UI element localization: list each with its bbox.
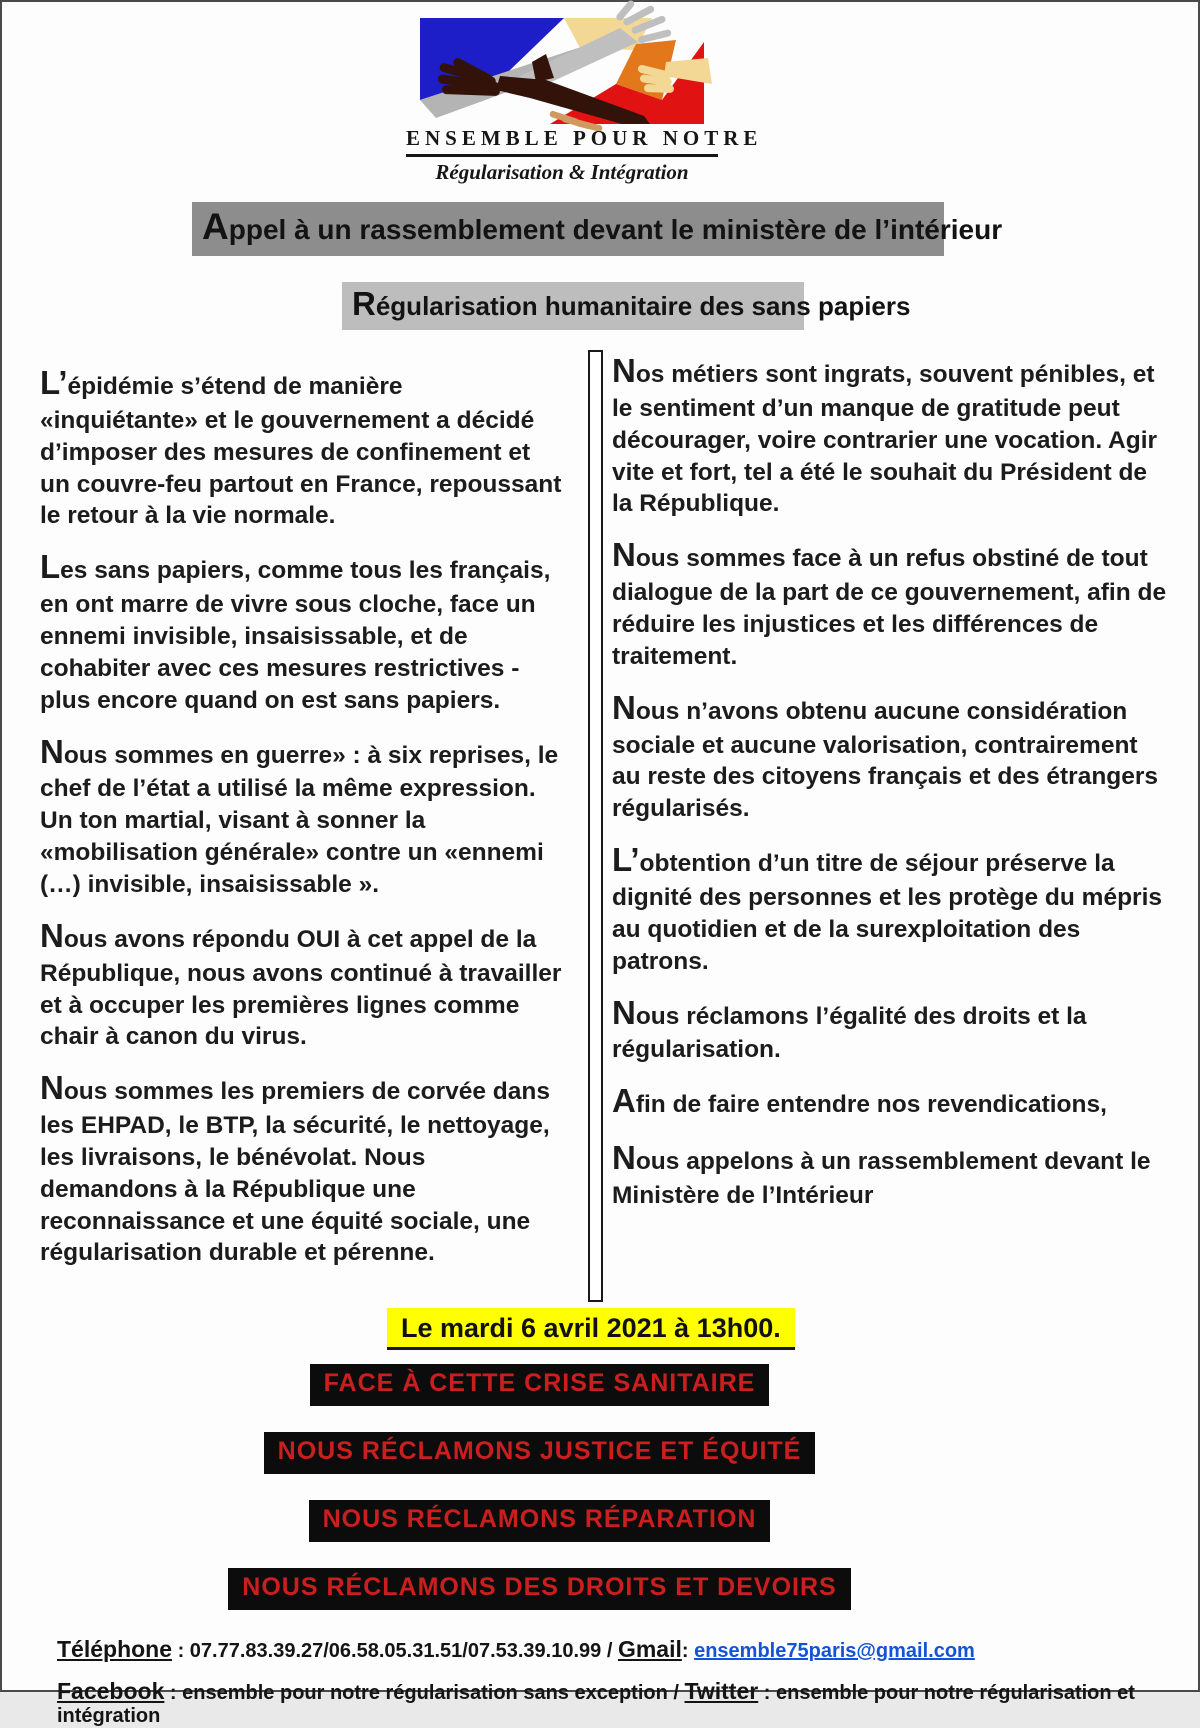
org-name: ENSEMBLE POUR NOTRE xyxy=(406,126,718,157)
slogan-justice-equite: NOUS RÉCLAMONS JUSTICE ET ÉQUITÉ xyxy=(264,1432,816,1474)
twitter-label: Twitter xyxy=(684,1678,759,1704)
slogan-droits-devoirs: NOUS RÉCLAMONS DES DROITS ET DEVOIRS xyxy=(228,1568,850,1610)
paragraph: Nous sommes les premiers de corvée dans les EHPAD, le BTP, la sécurité, le nettoyage, les livraisons, le bénévolat. Nous demandons à la République une reconnaissance et une équité sociale, une régularisation durable et pérenne. xyxy=(40,1069,550,1267)
paragraph: Nous réclamons l’égalité des droits et la régularisation. xyxy=(612,993,1087,1064)
twitter-value: : ensemble pour notre régularisation et intégration xyxy=(57,1682,1135,1727)
paragraph: Afin de faire entendre nos revendications, xyxy=(612,1082,1107,1120)
subtitle-banner: Régularisation humanitaire des sans papiers xyxy=(342,282,804,330)
phone-numbers: : 07.77.83.39.27/06.58.05.31.51/07.53.39.10.99 / xyxy=(172,1640,618,1662)
gmail-separator: : xyxy=(681,1640,695,1662)
paragraph: Nous sommes face à un refus obstiné de tout dialogue de la part de ce gouvernement, afin de réduire les injustices et les différences de traitement. xyxy=(612,536,1167,670)
slogan-reparation: NOUS RÉCLAMONS RÉPARATION xyxy=(309,1500,771,1542)
gmail-label: Gmail xyxy=(617,1636,682,1662)
paragraph: Nous sommes en guerre» : à six reprises, le chef de l’état a utilisé la même expression. Un ton martial, visant à sonner la «mobilisation générale» contre un «ennemi (…) invisible, insaisissable ». xyxy=(40,732,559,898)
org-logo xyxy=(406,14,763,185)
contact-footer xyxy=(57,1636,1198,1728)
right-column xyxy=(612,350,1170,1226)
logo-hands-graphic xyxy=(412,14,712,126)
paragraph: Nous avons répondu OUI à cet appel de la République, nous avons continué à travailler et à occuper les premières lignes comme chair à canon du virus. xyxy=(40,916,562,1051)
body-columns xyxy=(40,350,1170,1302)
phone-gmail-line xyxy=(57,1636,1198,1663)
gmail-address-link[interactable]: ensemble75paris@gmail.com xyxy=(694,1640,975,1662)
paragraph: Nous appelons à un rassemblement devant le Ministère de l’Intérieur xyxy=(612,1139,1151,1210)
phone-label: Téléphone xyxy=(57,1636,173,1662)
paragraph: Nos métiers sont ingrats, souvent pénibles, et le sentiment d’un manque de gratitude peut décourager, voire contrarier une vocation. Agir vite et fort, tel a été le souhait du Président de la République. xyxy=(612,352,1158,518)
org-tagline: Régularisation & Intégration xyxy=(435,160,689,184)
paragraph: L’épidémie s’étend de manière «inquiétante» et le gouvernement a décidé d’imposer des mesures de confinement et un couvre-feu partout en France, repoussant le retour à la vie normale. xyxy=(40,364,562,530)
slogan-crise-sanitaire: FACE À CETTE CRISE SANITAIRE xyxy=(310,1364,770,1406)
facebook-value: : ensemble pour notre régularisation sans exception / xyxy=(164,1682,685,1704)
paragraph: Nous n’avons obtenu aucune considération sociale et aucune valorisation, contrairement au reste des citoyens français et des étrangers régularisés. xyxy=(612,688,1159,823)
facebook-twitter-line xyxy=(57,1678,1198,1728)
facebook-label: Facebook xyxy=(57,1678,165,1704)
paragraph: L’obtention d’un titre de séjour préserve la dignité des personnes et les protège du mépris au quotidien et de la surexploitation des patrons. xyxy=(612,841,1163,975)
paragraph: Les sans papiers, comme tous les français, en ont marre de vivre sous cloche, face un ennemi invisible, insaisissable, et de cohabiter avec ces mesures restrictives - plus encore quand on est sans papiers. xyxy=(40,548,551,714)
rally-date-highlight: Le mardi 6 avril 2021 à 13h00. xyxy=(387,1308,795,1350)
left-column xyxy=(40,350,562,1283)
slogan-strips xyxy=(2,1364,1077,1610)
main-title-banner: Appel à un rassemblement devant le ministère de l’intérieur xyxy=(192,202,944,256)
column-divider xyxy=(588,350,603,1302)
